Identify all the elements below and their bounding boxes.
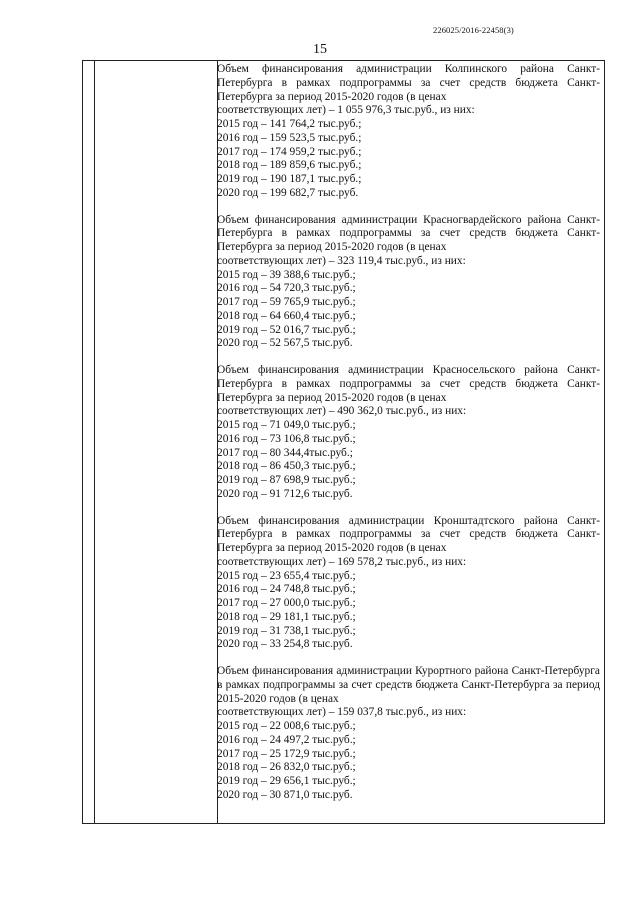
document-code: 226025/2016-22458(3) [433, 25, 514, 35]
year-amount: 2016 год – 73 106,8 тыс.руб.; [217, 432, 356, 445]
paragraph-line: Санкт-Петербурга в рамках подпрограммы за счет средств бюджета [217, 63, 600, 89]
year-amount: 2016 год – 24 748,8 тыс.руб.; [217, 583, 356, 596]
year-amount: 2017 год – 174 959,2 тыс.руб.; [217, 145, 362, 158]
year-amount: 2019 год – 29 656,1 тыс.руб.; [217, 775, 356, 787]
financing-paragraph [217, 515, 600, 570]
paragraph-line: Санкт-Петербурга за период 2015-2020 годов (в ценах [217, 528, 600, 554]
financing-paragraph [217, 214, 600, 269]
financing-paragraph [217, 665, 600, 720]
year-amount: 2019 год – 190 187,1 тыс.руб.; [217, 173, 362, 185]
paragraph-line: Объем финансирования администрации Курортного района [217, 665, 509, 677]
financing-block-kurortny [217, 665, 600, 803]
financing-block-krasnogvardeysky [217, 214, 600, 352]
paragraph-line: соответствующих лет) – 1 055 976,3 тыс.руб., из них: [217, 104, 475, 117]
paragraph-line: соответствующих лет) – 323 119,4 тыс.руб., из них: [217, 254, 466, 267]
year-amount: 2019 год – 87 698,9 тыс.руб.; [217, 474, 356, 486]
year-amount: 2015 год – 39 388,6 тыс.руб.; [217, 268, 356, 281]
paragraph-line: Санкт-Петербурга в рамках подпрограммы за счет средств бюджета [217, 514, 600, 541]
year-amount: 2018 год – 189 859,6 тыс.руб.; [217, 159, 362, 172]
financing-block-kronshtadtsky [217, 515, 600, 653]
year-amount: 2019 год – 52 016,7 тыс.руб.; [217, 323, 356, 336]
financing-paragraph [217, 364, 600, 419]
year-amount: 2018 год – 26 832,0 тыс.руб.; [217, 761, 356, 774]
year-amount: 2015 год – 23 655,4 тыс.руб.; [217, 569, 356, 582]
paragraph-line: Санкт-Петербурга в рамках подпрограммы за счет средств бюджета [217, 364, 600, 390]
paragraph-line: соответствующих лет) – 490 362,0 тыс.руб., из них: [217, 405, 467, 418]
year-amount: 2016 год – 159 523,5 тыс.руб.; [217, 131, 362, 144]
paragraph-line: Объем финансирования администрации Красносельского района [217, 364, 558, 376]
page-number: 15 [313, 42, 327, 57]
paragraph-line: Санкт-Петербурга в рамках подпрограммы за счет средств бюджета [217, 213, 600, 240]
table-column-divider [94, 61, 95, 823]
year-amount: 2020 год – 199 682,7 тыс.руб. [217, 186, 359, 199]
paragraph-line: Санкт-Петербурга за период 2015-2020 годов (в ценах [217, 377, 600, 404]
year-amount: 2017 год – 27 000,0 тыс.руб.; [217, 597, 356, 609]
financing-content [217, 63, 600, 816]
financing-paragraph [217, 63, 600, 118]
year-amount: 2020 год – 30 871,0 тыс.руб. [217, 788, 353, 801]
paragraph-line: Санкт-Петербурга за период 2015-2020 годов (в ценах [217, 678, 600, 705]
paragraph-line: Санкт-Петербурга за период 2015-2020 годов (в ценах [217, 227, 600, 253]
paragraph-line: Санкт-Петербурга в рамках подпрограммы за счет средств бюджета [217, 665, 600, 691]
paragraph-line: соответствующих лет) – 159 037,8 тыс.руб., из них: [217, 706, 467, 719]
paragraph-line: соответствующих лет) – 169 578,2 тыс.руб., из них: [217, 555, 467, 568]
financing-block-kolpinsky [217, 63, 600, 201]
year-amount: 2019 год – 31 738,1 тыс.руб.; [217, 624, 356, 637]
year-amount: 2020 год – 52 567,5 тыс.руб. [217, 337, 353, 350]
year-amount: 2016 год – 24 497,2 тыс.руб.; [217, 733, 356, 746]
year-amount: 2018 год – 86 450,3 тыс.руб.; [217, 460, 356, 473]
year-amount: 2015 год – 71 049,0 тыс.руб.; [217, 419, 356, 431]
year-amount: 2017 год – 80 344,4тыс.руб.; [217, 446, 353, 459]
paragraph-line: Объем финансирования администрации Колпинского района [217, 63, 554, 75]
year-amount: 2020 год – 91 712,6 тыс.руб. [217, 487, 353, 500]
year-amount: 2015 год – 141 764,2 тыс.руб.; [217, 118, 362, 130]
year-amount: 2017 год – 25 172,9 тыс.руб.; [217, 747, 356, 760]
paragraph-line: Объем финансирования администрации Красногвардейского района [217, 213, 562, 226]
year-amount: 2018 год – 29 181,1 тыс.руб.; [217, 610, 356, 623]
year-amount: 2018 год – 64 660,4 тыс.руб.; [217, 309, 356, 322]
year-amount: 2015 год – 22 008,6 тыс.руб.; [217, 720, 356, 732]
year-amount: 2016 год – 54 720,3 тыс.руб.; [217, 282, 356, 295]
year-amount: 2017 год – 59 765,9 тыс.руб.; [217, 296, 356, 308]
paragraph-line: Санкт-Петербурга за период 2015-2020 годов (в ценах [217, 76, 600, 103]
paragraph-line: Объем финансирования администрации Кронштадтского района [217, 514, 558, 527]
year-amount: 2020 год – 33 254,8 тыс.руб. [217, 638, 353, 651]
financing-block-krasnoselsky [217, 364, 600, 502]
